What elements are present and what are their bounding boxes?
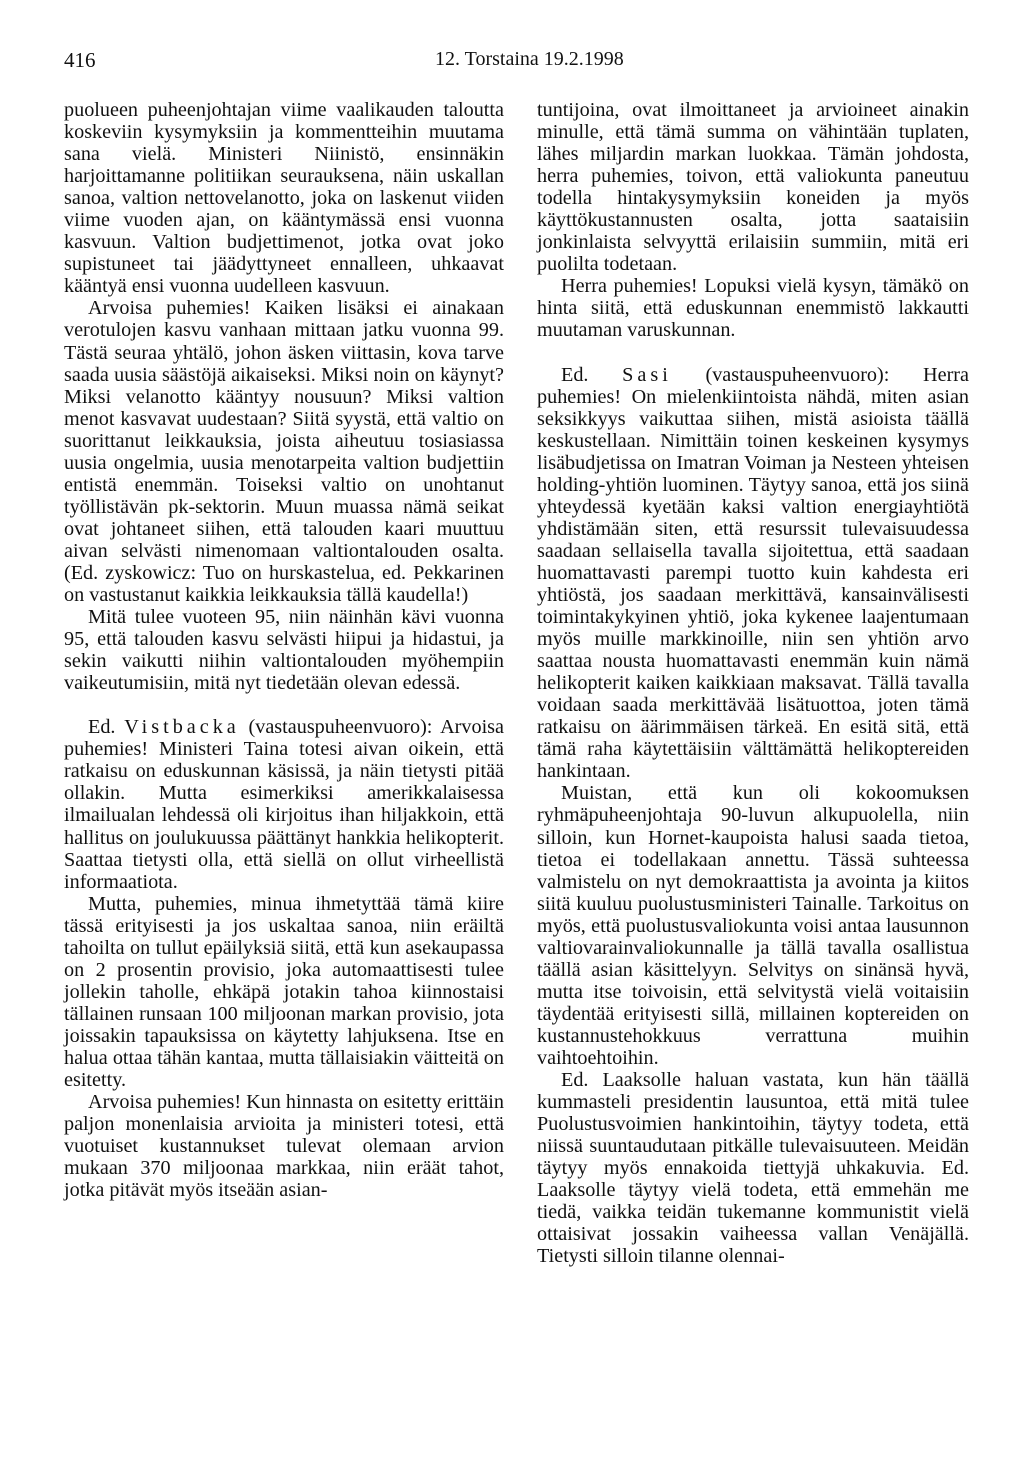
speech-paragraph xyxy=(537,364,969,783)
paragraph: Mitä tulee vuoteen 95, niin näinhän kävi vuonna 95, että talouden kasvu selvästi hiipui ja hidastui, ja sekin vaikutti niihin valtiontalouden myöhempiin vaikeutumisiin, mitä nyt tiedetään olevan edessä. xyxy=(64,606,504,695)
left-column xyxy=(64,99,504,1201)
speech-paragraph xyxy=(64,716,504,892)
paragraph-gap xyxy=(537,342,969,364)
paragraph-gap xyxy=(64,694,504,716)
page-number: 416 xyxy=(64,48,96,72)
speaker-name: Sasi xyxy=(622,363,672,386)
paragraph: Ed. Laaksolle haluan vastata, kun hän täällä kummasteli presidentin lausuntoa, että mitä tulee Puolustusvoimien hankintoihin, täytyy todeta, että niissä suuntaudutaan pitkälle tulevaisuuteen. Meidän täytyy myös ennakoida tiettyjä uhkakuvia. Ed. Laaksolle täytyy vielä todeta, että emmehän me tiedä, vaikka teidän tukemanne kommunistit vielä ottaisivat jossakin vaiheessa vallan Venäjällä. Tietysti silloin tilanne olennai- xyxy=(537,1069,969,1268)
paragraph: puolueen puheenjohtajan viime vaalikauden taloutta koskeviin kysymyksiin ja kommentteihin muutama sana vielä. Ministeri Niinistö, ensinnäkin harjoittamanne politiikan seurauksena, näin uskallan sanoa, valtion nettovelanotto, joka on laskenut viiden viime vuoden ajan, on kääntymässä ensi vuonna kasvuun. Valtion budjettimenot, jotka ovat joko supistuneet tai jäädyttyneet ennalleen, uhkaavat kääntyä ensi vuonna uudelleen kasvuun. xyxy=(64,99,504,298)
right-column xyxy=(537,99,969,1267)
speech-text: Herra puhemies! On mielenkiintoista nähdä, miten asian seksikkyys vaikuttaa siihen, mistä asioista täällä keskustellaan. Nimittäin toinen keskeinen kysymys lisäbudjetissa on Imatran Voiman ja Nesteen yhteisen holding-yhtiön luominen. Täytyy sanoa, että jos siinä yhteydessä kyetään kaksi valtion energiayhtiötä yhdistämään siten, että resurssit tulevaisuudessa saadaan sellaisella tavalla sijoitettua, että saadaan huomattavasti parempi tuotto kuin kahdesta eri yhtiöstä, jos saadaan merkittävä, kansainvälisesti toimintakykyinen yhtiö, joka kykenee laajentumaan myös muille markkinoille, niin sen yhtiön arvo saattaa nousta huomattavasti enemmän kuin nämä helikopterit kaiken kaikkiaan maksavat. Tällä tavalla voidaan saada merkittävää lisätuottoa, joten tämä ratkaisu on äärimmäisen tärkeä. En esitä sitä, että tämä raha käytettäisiin välttämättä helikoptereiden hankintaan. xyxy=(537,363,969,783)
speaker-name: Vistbacka xyxy=(124,716,240,739)
paragraph: Mutta, puhemies, minua ihmetyttää tämä kiire tässä erityisesti ja jos uskaltaa sanoa, niin eräiltä tahoilta on tullut epäilyksiä siitä, että kun asekaupassa on 2 prosentin provisio, joka automaattisesti tulee jollekin taholle, ehkäpä jotakin tahoa kiinnostaisi tällainen runsaan 100 miljoonan markan provisio, jota joissakin tapauksissa on käytetty lahjuksena. Itse en halua ottaa tähän kantaa, mutta tällaisiakin väitteitä on esitetty. xyxy=(64,892,504,1092)
page-header xyxy=(64,48,969,78)
paragraph: tuntijoina, ovat ilmoittaneet ja arvioineet ainakin minulle, että tämä summa on vähintään tuplaten, lähes miljardin markan luokkaa. Tämän johdosta, herra puhemies, toivon, että valiokunta paneutuu todella hintakysymyksiin koneiden ja myös käyttökustannusten osalta, jotta saataisiin jonkinlaista selvyyttä erilaisiin summiin, mitä eri puolilta todetaan. xyxy=(537,99,969,276)
paragraph: Muistan, että kun oli kokoomuksen ryhmäpuheenjohtaja 90-luvun alkupuolella, niin silloin, kun Hornet-kaupoista halusi saada tietoa, tietoa ei todellakaan annettu. Tässä suhteessa valmistelu on nyt demokraattista ja avointa ja kiitos siitä kuuluu puolustusministeri Tainalle. Tarkoitus on myös, että puolustusvaliokunta voisi antaa lausunnon valtiovarainvaliokunnalle ja tällä tavalla osallistua täällä asian käsittelyyn. Selvitys on sinänsä hyvä, mutta itse toivoisin, että selvitystä vielä voitaisiin täydentää erityisesti sillä, millainen koptereiden on kustannustehokkuus verrattuna muihin vaihtoehtoihin. xyxy=(537,782,969,1069)
paragraph: Arvoisa puhemies! Kaiken lisäksi ei ainakaan verotulojen kasvu vanhaan mittaan jatku vuonna 99. Tästä seuraa yhtälö, johon äsken viittasin, kova tarve saada uusia säästöjä aikaiseksi. Miksi noin on käynyt? Miksi velanotto kääntyy nousuun? Miksi valtion menot kasvavat uudestaan? Siitä syystä, että valtio on suorittanut leikkauksia, joista aiheutuu tosiasiassa uusia ongelmia, uusia menotarpeita valtion budjettiin entistä enemmän. Toiseksi valtio on unohtanut työllistävän pk-sektorin. Muun muassa nämä seikat ovat johtaneet siihen, että talouden kaari muuttuu aivan selvästi nimenomaan valtiontalouden osalta. (Ed. zyskowicz: Tuo on hurskastelua, ed. Pekkarinen on vastustanut kaikkia leikkauksia tällä kaudella!) xyxy=(64,297,504,607)
speaker-prefix: Ed. xyxy=(561,363,589,386)
speech-text: Arvoisa puhemies! Ministeri Taina totesi aivan oikein, että ratkaisu on eduskunnan käsissä, ja näin tietysti pitää ollakin. Mutta esimerkiksi amerikkalaisessa ilmailualan lehdessä oli kirjoitus ihan hiljakkoin, että hallitus on joulukuussa päättänyt hankkia helikopterit. Saattaa tietysti olla, että siellä on ollut virheellistä informaatiota. xyxy=(64,716,504,893)
speaker-note: (vastauspuheenvuoro): xyxy=(705,363,890,386)
speaker-note: (vastauspuheenvuoro): xyxy=(248,716,433,739)
speaker-prefix: Ed. xyxy=(88,716,116,739)
paragraph: Herra puhemies! Lopuksi vielä kysyn, tämäkö on hinta siitä, että eduskunnan enemmistö lakkautti muutaman varuskunnan. xyxy=(537,275,969,342)
paragraph: Arvoisa puhemies! Kun hinnasta on esitetty erittäin paljon monenlaisia arvioita ja ministeri totesi, että vuotuiset kustannukset tulevat olemaan arvion mukaan 370 miljoonaa markkaa, niin eräät tahot, jotka pitävät myös itseään asian- xyxy=(64,1091,504,1202)
running-head: 12. Torstaina 19.2.1998 xyxy=(435,48,624,70)
